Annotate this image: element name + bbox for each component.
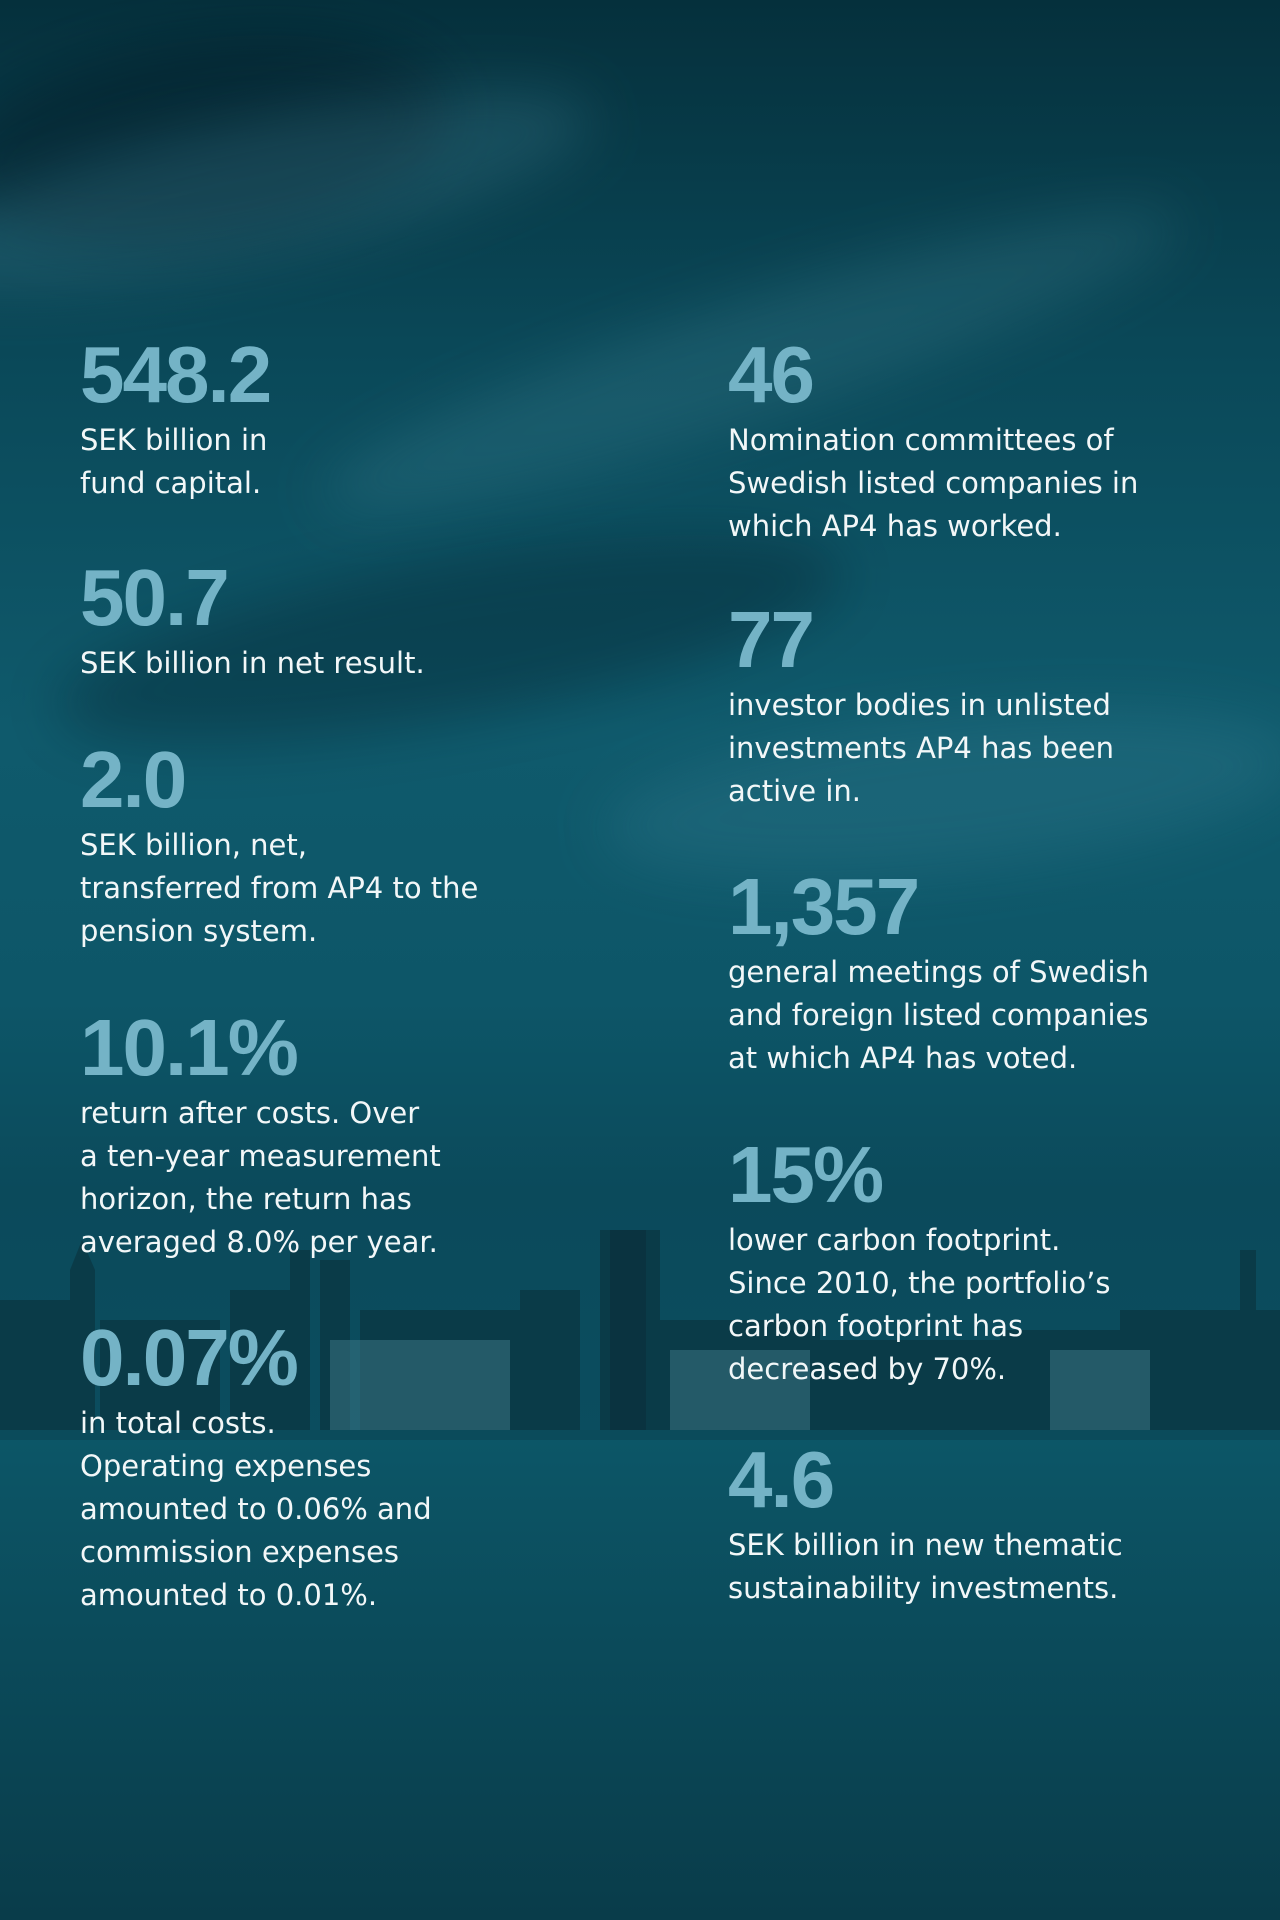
stat-number: 1,357 xyxy=(728,862,919,951)
stat-description: SEK billion in fund capital. xyxy=(80,423,268,500)
stat-number: 50.7 xyxy=(80,553,228,642)
stat-thematic-investments xyxy=(728,1435,1248,1610)
stat-investor-bodies xyxy=(728,595,1248,813)
stat-number: 548.2 xyxy=(80,330,271,419)
stat-number: 0.07% xyxy=(80,1313,297,1402)
stat-number: 2.0 xyxy=(80,735,186,824)
stat-description: general meetings of Swedish and foreign listed companies at which AP4 has voted. xyxy=(728,955,1150,1075)
stat-nomination-committees xyxy=(728,330,1248,548)
stat-fund-capital xyxy=(80,330,600,505)
stat-number: 77 xyxy=(728,595,813,684)
stat-general-meetings xyxy=(728,862,1248,1080)
stat-description: SEK billion, net, transferred from AP4 to the pension system. xyxy=(80,828,479,948)
stat-number: 15% xyxy=(728,1130,883,1219)
stat-number: 10.1% xyxy=(80,1003,297,1092)
stat-description: Nomination committees of Swedish listed companies in which AP4 has worked. xyxy=(728,423,1139,543)
stat-description: return after costs. Over a ten-year measurement horizon, the return has averaged 8.0% per year. xyxy=(80,1096,441,1259)
stat-number: 46 xyxy=(728,330,813,419)
stat-description: investor bodies in unlisted investments AP4 has been active in. xyxy=(728,688,1115,808)
stat-number: 4.6 xyxy=(728,1435,834,1524)
stat-description: SEK billion in new thematic sustainability investments. xyxy=(728,1528,1123,1605)
stat-transferred xyxy=(80,735,600,953)
stat-description: SEK billion in net result. xyxy=(80,646,425,680)
stat-net-result xyxy=(80,553,600,685)
stat-return xyxy=(80,1003,600,1264)
stat-description: in total costs. Operating expenses amounted to 0.06% and commission expenses amounted to 0.01%. xyxy=(80,1406,432,1612)
stat-description: lower carbon footprint. Since 2010, the portfolio’s carbon footprint has decreased by 70%. xyxy=(728,1223,1111,1386)
stat-carbon-footprint xyxy=(728,1130,1248,1391)
stat-total-costs xyxy=(80,1313,600,1617)
